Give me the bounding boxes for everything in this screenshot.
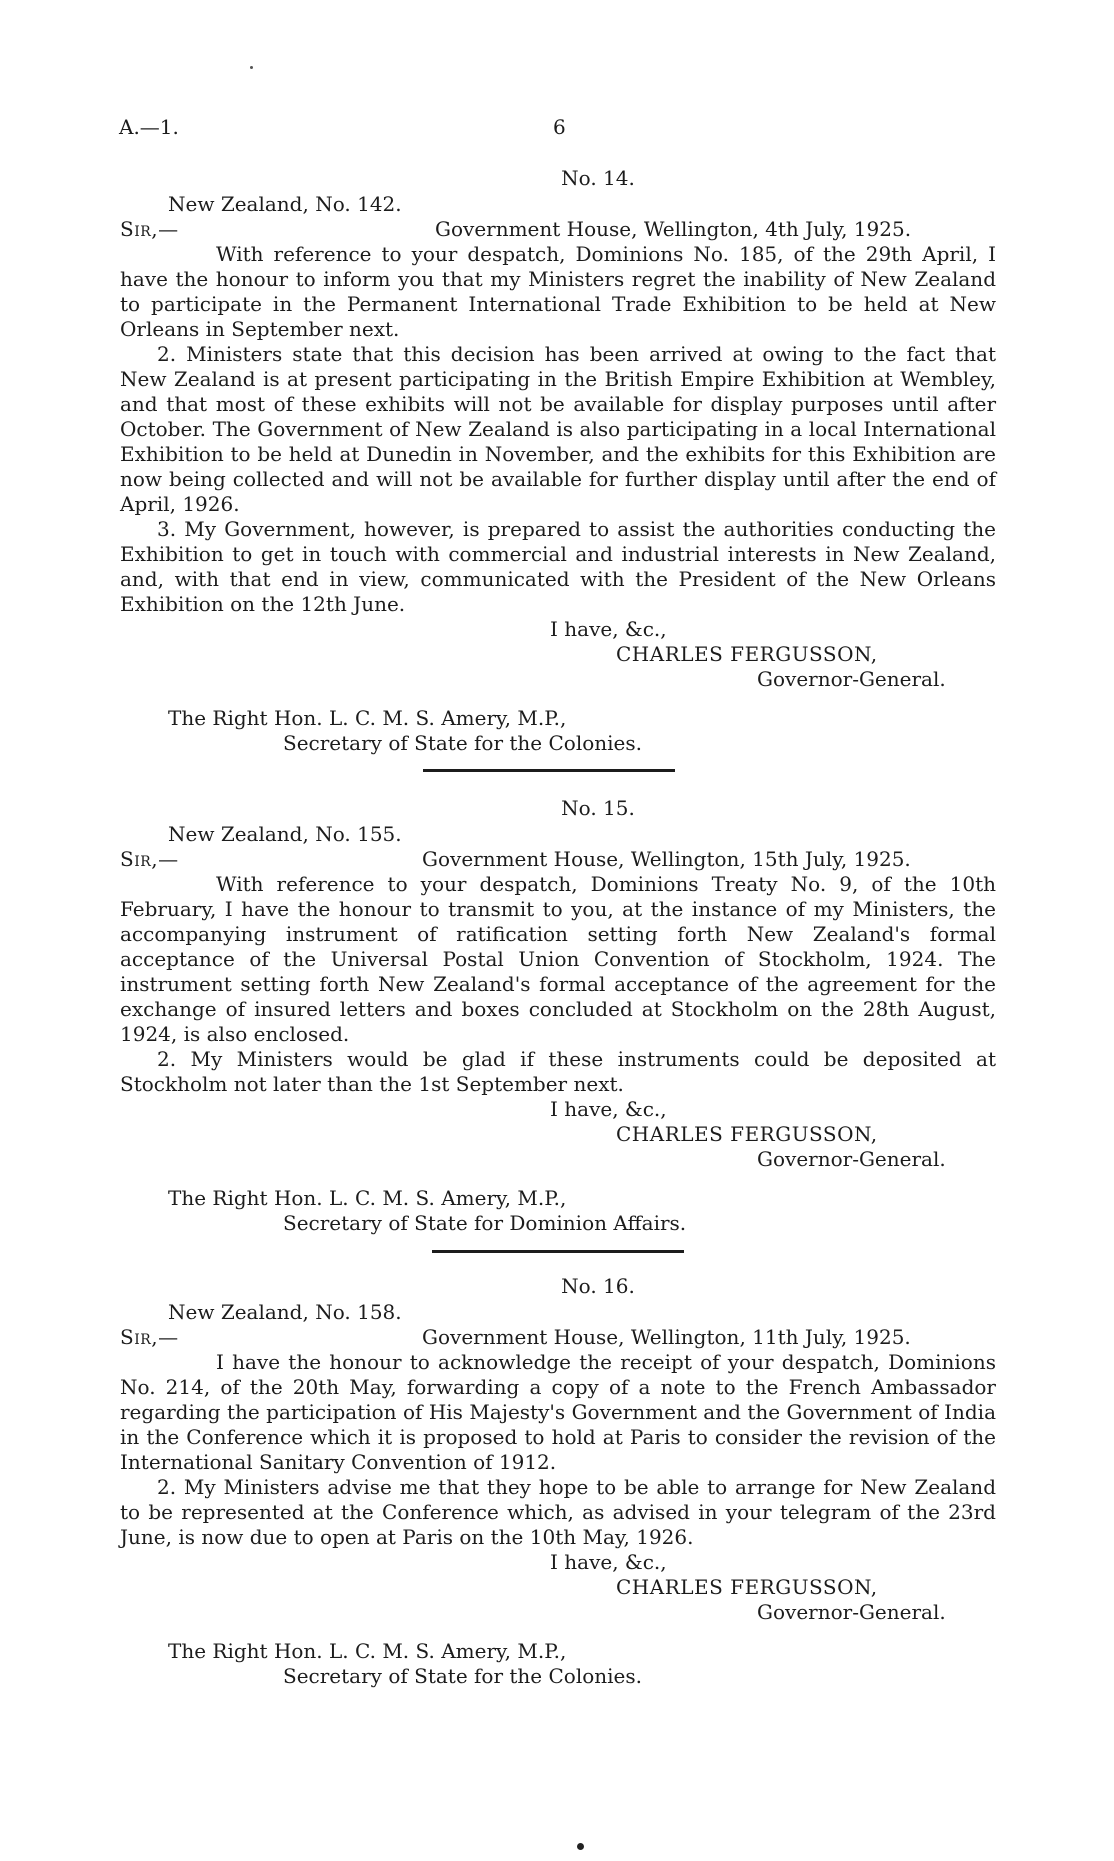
recipient-title: Secretary of State for the Colonies. — [283, 1664, 642, 1688]
signature-block — [120, 1097, 996, 1172]
signature-block — [120, 617, 996, 692]
despatch-reference: New Zealand, No. 142. — [168, 192, 402, 216]
salutation: Sir,— — [120, 847, 179, 871]
recipient-name: The Right Hon. L. C. M. S. Amery, M.P., — [168, 706, 567, 730]
recipient-title: Secretary of State for Dominion Affairs. — [283, 1211, 687, 1235]
print-speck — [250, 66, 253, 69]
signatory-name: CHARLES FERGUSSON, — [616, 1122, 878, 1146]
recipient-name: The Right Hon. L. C. M. S. Amery, M.P., — [168, 1639, 567, 1663]
sender-address: Government House, Wellington, 4th July, 1925. — [435, 217, 912, 241]
recipient-name: The Right Hon. L. C. M. S. Amery, M.P., — [168, 1186, 567, 1210]
despatch-reference: New Zealand, No. 155. — [168, 822, 402, 846]
paragraph: I have the honour to acknowledge the receipt of your despatch, Dominions No. 214, of the 20th May, forwarding a copy of a note to the French Ambassador regarding the participation of His Majesty's Government and the Government of India in the Conference which it is proposed to hold at Paris to consider the revision of the International Sanitary Convention of 1912. — [120, 1350, 996, 1474]
paragraph: 3. My Government, however, is prepared to assist the authorities conducting the Exhibition to get in touch with commercial and industrial interests in New Zealand, and, with that end in view, communicated with the President of the New Orleans Exhibition on the 12th June. — [120, 517, 996, 616]
letter-number: No. 15. — [561, 796, 635, 820]
section-divider — [432, 1250, 684, 1253]
salutation-line — [120, 847, 996, 872]
salutation-line — [120, 217, 996, 242]
paragraph: 2. My Ministers would be glad if these instruments could be deposited at Stockholm not later than the 1st September next. — [120, 1047, 996, 1096]
print-speck — [577, 1843, 584, 1850]
recipient-block — [120, 1186, 996, 1242]
letter-number: No. 14. — [561, 166, 635, 190]
recipient-block — [120, 706, 996, 762]
salutation-line — [120, 1325, 996, 1350]
letter-no-15 — [120, 796, 996, 1242]
document-reference: A.—1. — [119, 115, 179, 139]
paragraph: 2. My Ministers advise me that they hope to be able to arrange for New Zealand to be represented at the Conference which, as advised in your telegram of the 23rd June, is now due to open at Paris on the 10th May, 1926. — [120, 1475, 996, 1549]
letter-no-14 — [120, 166, 996, 762]
salutation: Sir,— — [120, 1325, 179, 1349]
despatch-reference: New Zealand, No. 158. — [168, 1300, 402, 1324]
recipient-title: Secretary of State for the Colonies. — [283, 731, 642, 755]
signatory-name: CHARLES FERGUSSON, — [616, 642, 878, 666]
paragraph: With reference to your despatch, Dominions No. 185, of the 29th April, I have the honour to inform you that my Ministers regret the inability of New Zealand to participate in the Permanent International Trade Exhibition to be held at New Orleans in September next. — [120, 242, 996, 341]
paragraph: With reference to your despatch, Dominions Treaty No. 9, of the 10th February, I have the honour to transmit to you, at the instance of my Ministers, the accompanying instrument of ratification setting forth New Zealand's formal acceptance of the Universal Postal Union Convention of Stockholm, 1924. The instrument setting forth New Zealand's formal acceptance of the agreement for the exchange of insured letters and boxes concluded at Stockholm on the 28th August, 1924, is also enclosed. — [120, 872, 996, 1046]
closing: I have, &c., — [550, 1550, 667, 1574]
sender-address: Government House, Wellington, 11th July, 1925. — [422, 1325, 911, 1349]
sender-address: Government House, Wellington, 15th July, 1925. — [422, 847, 911, 871]
salutation: Sir,— — [120, 217, 179, 241]
closing: I have, &c., — [550, 1097, 667, 1121]
signature-block — [120, 1550, 996, 1625]
letter-no-16 — [120, 1274, 996, 1695]
signatory-title: Governor-General. — [757, 667, 946, 691]
signatory-title: Governor-General. — [757, 1600, 946, 1624]
signatory-title: Governor-General. — [757, 1147, 946, 1171]
recipient-block — [120, 1639, 996, 1695]
closing: I have, &c., — [550, 617, 667, 641]
section-divider — [423, 769, 675, 772]
letter-number: No. 16. — [561, 1274, 635, 1298]
paragraph: 2. Ministers state that this decision has been arrived at owing to the fact that New Zealand is at present participating in the British Empire Exhibition at Wembley, and that most of these exhibits will not be available for display purposes until after October. The Government of New Zealand is also participating in a local International Exhibition to be held at Dunedin in November, and the exhibits for this Exhibition are now being collected and will not be available for further display until after the end of April, 1926. — [120, 342, 996, 516]
signatory-name: CHARLES FERGUSSON, — [616, 1575, 878, 1599]
page-number: 6 — [553, 115, 566, 139]
